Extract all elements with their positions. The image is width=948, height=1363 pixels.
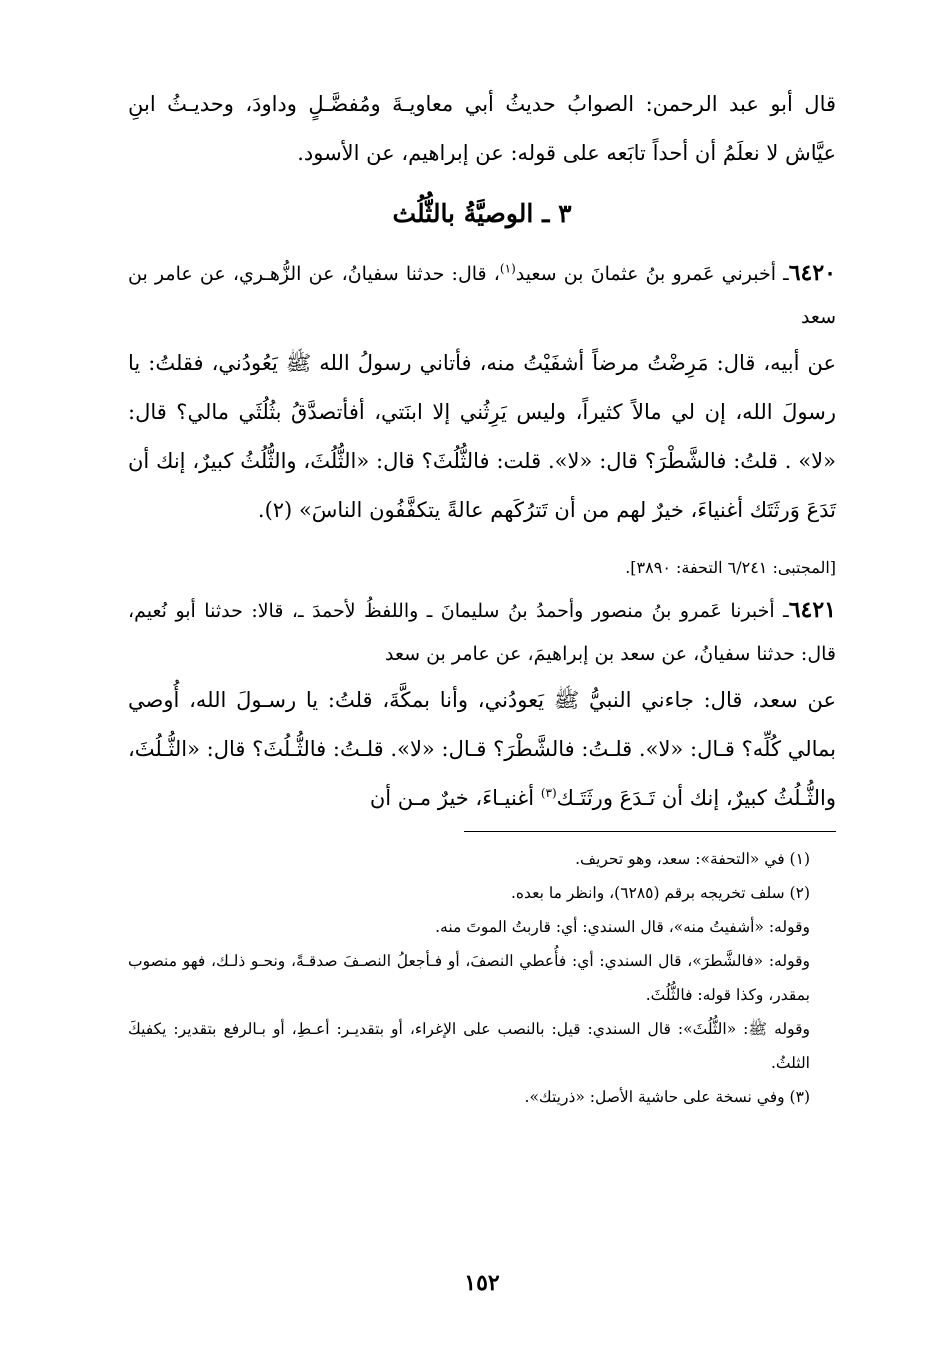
footnote-2-note-a: [128, 910, 836, 944]
footnote-2-note-b: [128, 944, 836, 1012]
hadith-1-matn-text: عن أبيه، قال: مَرِضْتُ مرضاً أشفَيْتُ منه، فأتاني رسولُ الله ﷺ يَعُودُني، فقلتُ: يا رسولَ الله، إن لي مالاً كثيراً، وليس يَرِثُني إلا ابنَتي، أفأتصدَّقُ بثُلُثَي مالي؟ قال: «لا» . قلتُ: فالشَّطْرَ؟ قال: «لا». قلت: فالثُّلُثَ؟ قال: «الثُّلُثَ، والثُّلُثُ كبيرٌ، إنك أن تَدَعَ وَرثَتَك أغنياءَ، خيرٌ لهم من أن تَترُكَهم عالةً يتكفَّفُون الناسَ»: [128, 351, 836, 522]
section-title: ٣ ـ الوصيَّةُ بالثُّلُث: [392, 199, 572, 228]
hadith-2-isnad: [128, 589, 836, 676]
hadith-1-number: ٦٤٢٠: [788, 260, 836, 286]
hadith-2-number: ٦٤٢١: [788, 597, 836, 623]
footnote-ref-2: (٢): [264, 498, 293, 522]
hadith-1-reference: [المجتبى: ٦/٢٤١ التحفة: ٣٨٩٠].: [625, 558, 836, 577]
footnote-1-mark: (١): [789, 850, 810, 868]
footnote-1-text: في «التحفة»: سعد، وهو تحريف.: [575, 850, 785, 868]
page-number: ١٥٢: [464, 1270, 500, 1296]
intro-paragraph: [128, 80, 836, 178]
footnote-2-note-a-text: وقوله: «أشفيتُ منه»، قال السندي: أي: قاربتُ الموتَ منه.: [435, 918, 810, 936]
footnote-3-text: وفي نسخة على حاشية الأصل: «ذريتك».: [524, 1088, 785, 1106]
intro-line-1: قال أبو عبد الرحمن: الصوابُ حديثُ أبي معاويـةَ ومُفضَّـلٍ وداودَ، وحديـثُ: [167, 92, 836, 116]
footnote-2-mark: (٢): [789, 884, 810, 902]
hadith-2-matn-b: أغنيـاءَ، خيرٌ مـن أن: [369, 786, 541, 810]
footnote-2-note-c: [128, 1012, 836, 1080]
footnote-ref-1: (١): [499, 261, 516, 276]
footnote-1: [128, 842, 836, 876]
footnote-ref-3: (٣): [540, 786, 557, 800]
hadith-2-matn: [128, 676, 836, 823]
footnote-3-mark: (٣): [789, 1088, 810, 1106]
footnote-2-note-b-text: وقوله: «فالشَّطرَ»، قال السندي: أي: فأُعطي النصفَ، أو فـأجعلُ النصـفَ صدقـةً، ونحـو ذلـك، فهو منصوب بمقدر، وكذا قوله: فالثُّلُثَ.: [128, 952, 810, 1004]
hadith-1-isnad-a: ـ أخبرني عَمرو بنُ عثمانَ بن سعيد: [515, 263, 789, 285]
hadith-2-matn-a: عن سعد، قال: جاءني النبيُّ ﷺ يَعودُني، وأنا بمكَّةَ، قلتُ: يا رسـولَ الله، أُوصي بمالي كُلِّه؟ قـال: «لا». قلـتُ: فالشَّطْرَ؟ قـال: «لا». قلـتُ: فالثُّـلُثَ؟ قال: «الثُّـلُثَ، والثُّـلُثُ كبيرٌ، إنك أن تَـدَعَ ورثَتَـك: [128, 688, 836, 810]
footnote-3: [128, 1080, 836, 1114]
intro-line-2: ابنِ عيَّاش لا نعلَمُ أن أحداً تابَعه على قوله: عن إبراهيم، عن الأسود.: [128, 92, 836, 165]
hadith-1-isnad-b: ، قال: حدثنا سفيانُ، عن الزُّهـري، عن عامر بن سعد: [128, 263, 836, 328]
hadith-1-matn: عن أبيه، قال: مَرِضْتُ مرضاً أشفَيْتُ منه، فأتاني رسولُ الله ﷺ يَعُودُني، فقلتُ: يا رسولَ الله، إن لي مالاً كثيراً، وليس يَرِثُني إلا ابنَتي، أفأتصدَّقُ بثُلُثَي مالي؟ قال: «لا» . قلتُ: فالشَّطْرَ؟ قال: «لا». قلت: فالثُّلُثَ؟ قال: «الثُّلُثَ، والثُّلُثُ كبيرٌ، إنك أن تَدَعَ وَرثَتَك أغنياءَ، خيرٌ لهم من أن تَترُكَهم عالةً يتكفَّفُون الناسَ» (٢).: [128, 351, 836, 522]
footnote-2-text: سلف تخريجه برقم (٦٢٨٥)، وانظر ما بعده.: [510, 884, 785, 902]
footnote-2-note-c-text: وقوله ﷺ: «الثُّلُثَ»: قال السندي: قيل: بالنصب على الإغراء، أو بتقديـر: أعـطِ، أو بـالرفع بتقدير: يكفيكَ الثلثُ.: [128, 1020, 810, 1072]
hadith-1-isnad: [128, 252, 836, 339]
hadith-2-isnad-text: ـ أخبرنا عَمرو بنُ منصور وأحمدُ بنُ سليمانَ ـ واللفظُ لأحمدَ ـ، قالا: حدثنا أبو نُعيم، قال: حدثنا سفيانُ، عن سعد بن إبراهيمَ، عن عامر بن سعد: [128, 600, 836, 665]
footnote-separator: [464, 831, 836, 832]
page-body: [128, 80, 836, 1340]
footnote-2: [128, 876, 836, 910]
